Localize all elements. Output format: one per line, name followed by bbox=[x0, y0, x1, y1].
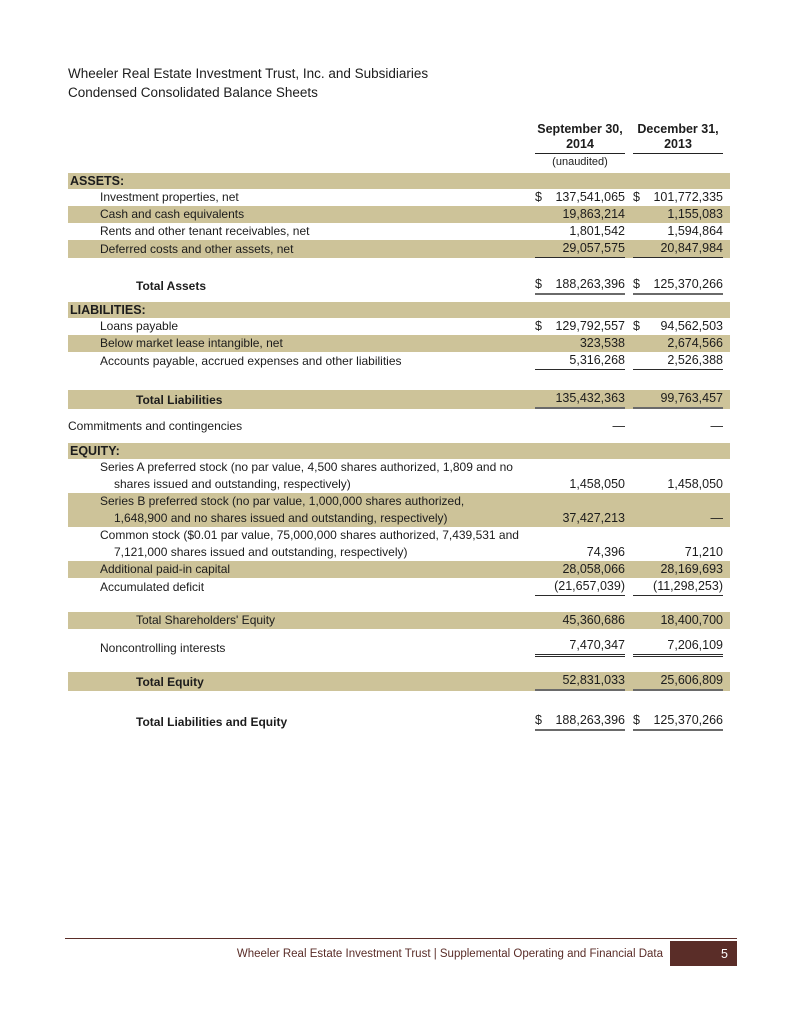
table-row-loans-payable bbox=[68, 318, 730, 335]
amount-value: 101,772,335 bbox=[653, 190, 723, 204]
table-row-commitments bbox=[68, 418, 730, 435]
amount-col2 bbox=[633, 612, 723, 629]
column-header-sep-label: September 30, bbox=[537, 122, 623, 136]
amount-col1 bbox=[535, 206, 625, 223]
row-label-line1: Series A preferred stock (no par value, 4,500 shares authorized, 1,809 and no bbox=[100, 460, 513, 474]
row-label: Accumulated deficit bbox=[100, 580, 205, 594]
amount-col1 bbox=[535, 276, 625, 295]
row-label: Total Liabilities and Equity bbox=[136, 715, 288, 729]
column-header-sep-2014 bbox=[535, 122, 625, 170]
amount-col1 bbox=[535, 189, 625, 206]
table-row-series-b-preferred bbox=[68, 493, 730, 527]
table-row-total-liabilities-and-equity bbox=[68, 712, 730, 731]
table-row-deferred-costs bbox=[68, 240, 730, 258]
amount-value: 94,562,503 bbox=[660, 319, 723, 333]
amount-col2 bbox=[633, 510, 723, 527]
amount-col1 bbox=[535, 612, 625, 629]
amount-col2 bbox=[633, 390, 723, 409]
table-row-common-stock bbox=[68, 527, 730, 561]
dollar-sign: $ bbox=[633, 319, 640, 333]
amount-value: 135,432,363 bbox=[555, 391, 625, 405]
table-row-total-equity bbox=[68, 672, 730, 691]
amount-value: 125,370,266 bbox=[653, 713, 723, 727]
amount-value: 74,396 bbox=[586, 545, 625, 559]
row-label: Loans payable bbox=[100, 319, 179, 333]
table-row-rents-receivables bbox=[68, 223, 730, 240]
amount-col2 bbox=[633, 223, 723, 240]
column-header-sep-year: 2014 bbox=[535, 137, 625, 154]
row-label bbox=[68, 527, 535, 561]
amount-value: 28,058,066 bbox=[562, 562, 625, 576]
row-label: Rents and other tenant receivables, net bbox=[100, 224, 310, 238]
row-label: Total Assets bbox=[136, 279, 207, 293]
table-row-additional-paid-in-capital bbox=[68, 561, 730, 578]
row-label: Deferred costs and other assets, net bbox=[100, 242, 294, 256]
amount-value: (11,298,253) bbox=[653, 579, 723, 593]
table-row-accumulated-deficit bbox=[68, 578, 730, 596]
amount-value: 1,458,050 bbox=[667, 477, 723, 491]
amount-col2 bbox=[633, 672, 723, 691]
amount-col2 bbox=[633, 206, 723, 223]
amount-value: 20,847,984 bbox=[660, 241, 723, 255]
amount-value: 45,360,686 bbox=[562, 613, 625, 627]
amount-value: 188,263,396 bbox=[555, 277, 625, 291]
amount-value: 7,206,109 bbox=[667, 638, 723, 652]
dollar-sign: $ bbox=[535, 713, 542, 727]
amount-value: 188,263,396 bbox=[555, 713, 625, 727]
row-label: Additional paid-in capital bbox=[100, 562, 231, 576]
page-number-badge bbox=[670, 941, 737, 966]
amount-value: 28,169,693 bbox=[660, 562, 723, 576]
table-row-series-a-preferred bbox=[68, 459, 730, 493]
dollar-sign: $ bbox=[633, 277, 640, 291]
section-header-assets: ASSETS: bbox=[68, 173, 730, 189]
row-label-line1: Common stock ($0.01 par value, 75,000,000 shares authorized, 7,439,531 and bbox=[100, 528, 519, 542]
amount-value: 37,427,213 bbox=[562, 511, 625, 525]
row-label: Accounts payable, accrued expenses and other liabilities bbox=[100, 354, 402, 368]
amount-col1 bbox=[535, 712, 625, 731]
amount-col1 bbox=[535, 223, 625, 240]
row-label bbox=[68, 493, 535, 527]
amount-col1 bbox=[535, 672, 625, 691]
amount-col2 bbox=[633, 561, 723, 578]
amount-col2 bbox=[633, 352, 723, 370]
amount-col2 bbox=[633, 637, 723, 657]
amount-value: 2,526,388 bbox=[667, 353, 723, 367]
amount-value: 18,400,700 bbox=[660, 613, 723, 627]
amount-value: (21,657,039) bbox=[554, 579, 625, 593]
amount-col1 bbox=[535, 561, 625, 578]
row-label-line2: shares issued and outstanding, respectively) bbox=[114, 477, 351, 491]
amount-value: 129,792,557 bbox=[555, 319, 625, 333]
row-label: Investment properties, net bbox=[100, 190, 239, 204]
amount-value: 29,057,575 bbox=[562, 241, 625, 255]
dollar-sign: $ bbox=[633, 190, 640, 204]
table-row-investment-properties bbox=[68, 189, 730, 206]
amount-col2 bbox=[633, 276, 723, 295]
section-header-liabilities: LIABILITIES: bbox=[68, 302, 730, 318]
row-label: Noncontrolling interests bbox=[100, 641, 226, 655]
column-header-dec-2013 bbox=[633, 122, 723, 170]
column-headers bbox=[68, 122, 730, 170]
row-label-line2: 1,648,900 and no shares issued and outstanding, respectively) bbox=[114, 511, 448, 525]
row-label-line2: 7,121,000 shares issued and outstanding, respectively) bbox=[114, 545, 408, 559]
amount-value: 19,863,214 bbox=[562, 207, 625, 221]
table-row-cash bbox=[68, 206, 730, 223]
dollar-sign: $ bbox=[535, 277, 542, 291]
amount-col1 bbox=[535, 352, 625, 370]
amount-col2 bbox=[633, 335, 723, 352]
amount-col1 bbox=[535, 240, 625, 258]
document-title bbox=[68, 64, 730, 102]
dollar-sign: $ bbox=[535, 319, 542, 333]
amount-value: 7,470,347 bbox=[569, 638, 625, 652]
amount-value: 1,458,050 bbox=[569, 477, 625, 491]
table-row-total-assets bbox=[68, 276, 730, 295]
document-title-line1: Wheeler Real Estate Investment Trust, Inc. and Subsidiaries bbox=[68, 66, 429, 81]
row-label: Commitments and contingencies bbox=[68, 419, 243, 433]
page-footer bbox=[65, 938, 737, 966]
amount-value: — bbox=[710, 511, 723, 525]
table-row-total-liabilities bbox=[68, 390, 730, 409]
unaudited-note: (unaudited) bbox=[552, 156, 608, 168]
amount-value: 5,316,268 bbox=[569, 353, 625, 367]
amount-value: 137,541,065 bbox=[555, 190, 625, 204]
amount-value: — bbox=[612, 419, 625, 433]
amount-value: 1,594,864 bbox=[667, 224, 723, 238]
amount-value: 2,674,566 bbox=[667, 336, 723, 350]
amount-col2 bbox=[633, 318, 723, 335]
footer-text: Wheeler Real Estate Investment Trust | Supplemental Operating and Financial Data bbox=[236, 947, 663, 960]
amount-col2 bbox=[633, 476, 723, 493]
amount-col2 bbox=[633, 240, 723, 258]
amount-value: 323,538 bbox=[579, 336, 625, 350]
table-row-noncontrolling-interests bbox=[68, 637, 730, 657]
amount-col1 bbox=[535, 418, 625, 435]
amount-col1 bbox=[535, 390, 625, 409]
footer-inner bbox=[65, 941, 737, 966]
amount-value: 1,155,083 bbox=[667, 207, 723, 221]
amount-col1 bbox=[535, 510, 625, 527]
amount-col2 bbox=[633, 418, 723, 435]
table-row-total-shareholders-equity bbox=[68, 612, 730, 629]
dollar-sign: $ bbox=[633, 713, 640, 727]
amount-col1 bbox=[535, 318, 625, 335]
amount-value: — bbox=[710, 419, 723, 433]
amount-col1 bbox=[535, 578, 625, 596]
amount-value: 125,370,266 bbox=[653, 277, 723, 291]
amount-value: 71,210 bbox=[684, 545, 723, 559]
row-label: Total Equity bbox=[136, 675, 204, 689]
amount-value: 25,606,809 bbox=[660, 673, 723, 687]
column-header-dec-label: December 31, bbox=[637, 122, 719, 136]
document-title-line2: Condensed Consolidated Balance Sheets bbox=[68, 85, 318, 100]
row-label: Total Shareholders' Equity bbox=[136, 613, 276, 627]
amount-col2 bbox=[633, 189, 723, 206]
amount-value: 99,763,457 bbox=[660, 391, 723, 405]
column-header-dec-year: 2013 bbox=[633, 137, 723, 154]
amount-value: 52,831,033 bbox=[562, 673, 625, 687]
amount-col1 bbox=[535, 335, 625, 352]
page-content bbox=[68, 64, 730, 731]
amount-col2 bbox=[633, 544, 723, 561]
row-label-line1: Series B preferred stock (no par value, 1,000,000 shares authorized, bbox=[100, 494, 465, 508]
amount-col1 bbox=[535, 544, 625, 561]
amount-col2 bbox=[633, 712, 723, 731]
amount-col2 bbox=[633, 578, 723, 596]
dollar-sign: $ bbox=[535, 190, 542, 204]
page-number: 5 bbox=[721, 946, 728, 961]
row-label: Below market lease intangible, net bbox=[100, 336, 283, 350]
amount-value: 1,801,542 bbox=[569, 224, 625, 238]
table-row-below-market-lease bbox=[68, 335, 730, 352]
amount-col1 bbox=[535, 637, 625, 657]
table-row-accounts-payable bbox=[68, 352, 730, 370]
section-header-equity: EQUITY: bbox=[68, 443, 730, 459]
amount-col1 bbox=[535, 476, 625, 493]
row-label: Total Liabilities bbox=[136, 393, 223, 407]
row-label: Cash and cash equivalents bbox=[100, 207, 245, 221]
row-label bbox=[68, 459, 535, 493]
